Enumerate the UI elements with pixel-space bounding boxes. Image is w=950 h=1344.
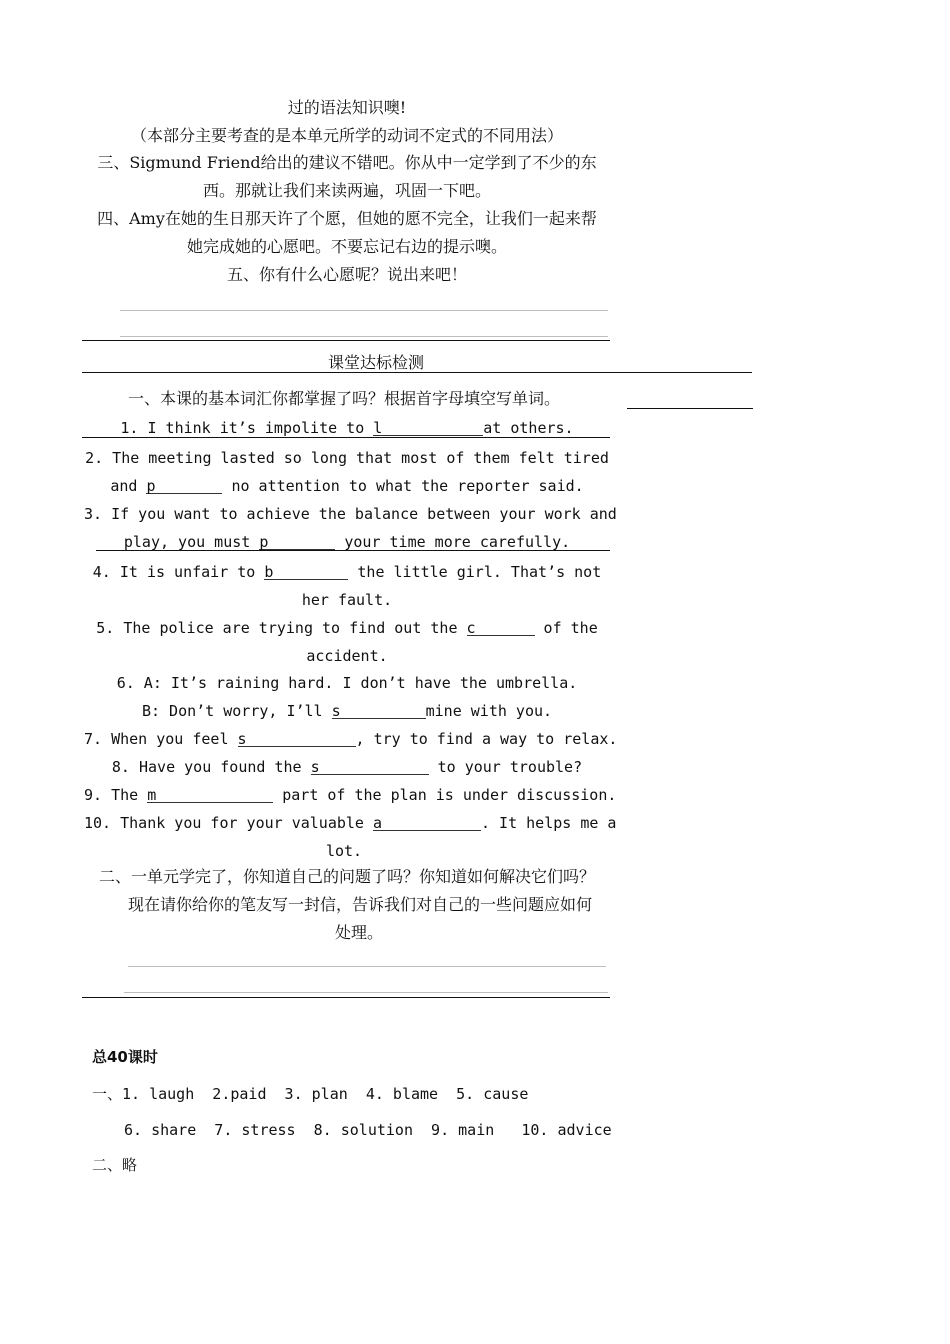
- intro-line-2: （本部分主要考查的是本单元所学的动词不定式的不同用法）: [130, 126, 563, 145]
- intro-line-3: 三、Sigmund Friend给出的建议不错吧。你从中一定学到了不少的东: [97, 153, 597, 172]
- question-2-cont: [84, 476, 610, 496]
- question-text: 7. When you feel: [84, 730, 238, 748]
- answer-key-row-1: 一、1. laugh 2.paid 3. plan 4. blame 5. cause: [92, 1085, 529, 1103]
- initial-letter: s: [237, 730, 247, 748]
- part2-line-3: 处理。: [334, 923, 383, 942]
- initial-letter: p: [259, 533, 269, 551]
- question-4-cont: her fault.: [301, 591, 393, 609]
- question-6: 6. A: It’s raining hard. I don’t have the umbrella.: [116, 674, 578, 692]
- initial-letter: a: [372, 814, 383, 832]
- question-text: , try to find a way to relax.: [355, 730, 618, 748]
- question-text: no attention to what the reporter said.: [222, 477, 584, 495]
- answer-blank[interactable]: [311, 757, 429, 775]
- question-5-cont: accident.: [306, 647, 388, 665]
- section-divider: [82, 997, 610, 998]
- question-text: 5. The police are trying to find out the: [96, 619, 467, 637]
- section-title: 课堂达标检测: [327, 353, 424, 372]
- answer-blank[interactable]: [373, 813, 481, 831]
- question-1: [84, 418, 610, 438]
- section-divider: [82, 340, 610, 341]
- question-text: 9. The: [84, 786, 148, 804]
- question-text: play, you must: [123, 533, 260, 551]
- answer-key-row-2: 6. share 7. stress 8. solution 9. main 10. advice: [124, 1121, 612, 1139]
- initial-letter: l: [373, 419, 383, 437]
- answer-blank[interactable]: [238, 729, 356, 747]
- answer-key-row-3: 二、略: [92, 1156, 138, 1174]
- question-3-cont: [84, 532, 610, 552]
- initial-letter: s: [310, 758, 320, 776]
- initial-letter: p: [146, 477, 156, 495]
- question-5: [84, 618, 610, 638]
- writing-line: [120, 336, 608, 337]
- question-7: [84, 729, 618, 749]
- row-rule: [96, 550, 610, 551]
- answer-blank[interactable]: [332, 701, 426, 719]
- question-text: the little girl. That’s not: [348, 563, 602, 581]
- question-10: [84, 813, 617, 833]
- intro-line-5: 四、Amy在她的生日那天许了个愿，但她的愿不完全，让我们一起来帮: [97, 209, 597, 228]
- answer-blank[interactable]: [146, 476, 222, 494]
- question-text: of the: [534, 619, 598, 637]
- margin-rule: [627, 408, 753, 409]
- initial-letter: b: [264, 563, 274, 581]
- question-2: 2. The meeting lasted so long that most of them felt tired: [85, 449, 609, 467]
- question-6-cont: [84, 701, 610, 721]
- question-text: part of the plan is under discussion.: [273, 786, 617, 804]
- part2-line-1: 二、一单元学完了，你知道自己的问题了吗？你知道如何解决它们吗？: [98, 867, 595, 886]
- writing-line: [128, 966, 606, 967]
- question-text: 8. Have you found the: [111, 758, 311, 776]
- intro-line-7: 五、你有什么心愿呢？说出来吧！: [226, 265, 467, 284]
- row-rule: [82, 437, 610, 438]
- intro-line-4: 西。那就让我们来读两遍，巩固一下吧。: [202, 181, 491, 200]
- question-text: mine with you.: [425, 702, 553, 720]
- answer-blank[interactable]: [264, 562, 348, 580]
- question-4: [84, 562, 610, 582]
- intro-line-6: 她完成她的心愿吧。不要忘记右边的提示噢。: [186, 237, 507, 256]
- question-text: your time more carefully.: [335, 533, 571, 551]
- initial-letter: m: [147, 786, 157, 804]
- intro-line-1: 过的语法知识噢!: [287, 98, 407, 117]
- answer-blank[interactable]: [467, 618, 535, 636]
- answer-key-title: 总40课时: [92, 1048, 158, 1066]
- writing-line: [124, 992, 608, 993]
- answer-blank[interactable]: [373, 418, 483, 436]
- writing-line: [120, 310, 608, 311]
- part1-heading: 一、本课的基本词汇你都掌握了吗？根据首字母填空写单词。: [127, 389, 560, 408]
- answer-blank[interactable]: [147, 785, 273, 803]
- question-text: to your trouble?: [428, 758, 583, 776]
- question-text: 1. I think it’s impolite to: [120, 419, 374, 437]
- initial-letter: s: [331, 702, 341, 720]
- question-text: . It helps me a: [480, 814, 617, 832]
- part2-line-2: 现在请你给你的笔友写一封信，告诉我们对自己的一些问题应如何: [127, 895, 592, 914]
- answer-blank[interactable]: [259, 532, 335, 550]
- section-title-rule: [82, 372, 752, 373]
- question-10-cont: lot.: [325, 842, 363, 860]
- question-text: at others.: [483, 419, 574, 437]
- question-8: [84, 757, 610, 777]
- question-text: 4. It is unfair to: [92, 563, 265, 581]
- question-text: 10. Thank you for your valuable: [84, 814, 373, 832]
- question-text: B: Don’t worry, I’ll: [141, 702, 332, 720]
- question-3: 3. If you want to achieve the balance between your work and: [84, 505, 617, 523]
- question-9: [84, 785, 617, 805]
- question-text: and: [110, 477, 147, 495]
- initial-letter: c: [466, 619, 476, 637]
